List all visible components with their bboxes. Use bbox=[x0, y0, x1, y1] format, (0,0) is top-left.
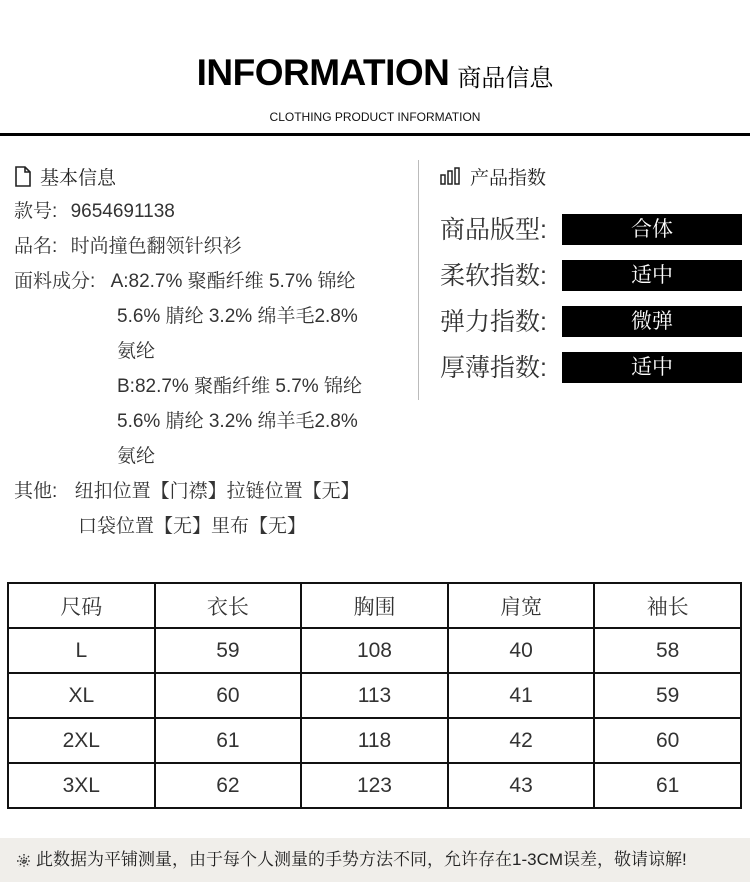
index-label: 厚薄指数: bbox=[440, 354, 547, 382]
table-cell: 60 bbox=[594, 718, 741, 763]
size-table bbox=[7, 582, 742, 809]
index-label: 商品版型: bbox=[440, 216, 547, 244]
table-cell: 40 bbox=[448, 628, 595, 673]
index-row-softness bbox=[440, 260, 745, 306]
table-cell: 58 bbox=[594, 628, 741, 673]
product-name-row bbox=[14, 229, 414, 264]
document-icon bbox=[14, 166, 32, 187]
product-name-label: 品名: bbox=[14, 236, 58, 257]
measurement-note bbox=[0, 838, 750, 882]
asterisk-icon bbox=[16, 853, 32, 869]
other-row bbox=[14, 474, 414, 509]
basic-info-title-text: 基本信息 bbox=[40, 167, 117, 189]
table-cell: 2XL bbox=[8, 718, 155, 763]
table-cell: 61 bbox=[155, 718, 302, 763]
table-cell: 61 bbox=[594, 763, 741, 808]
header-divider bbox=[0, 133, 750, 136]
fabric-row bbox=[14, 264, 414, 299]
product-index-title bbox=[440, 158, 745, 194]
header-cell: 尺码 bbox=[8, 583, 155, 628]
table-cell: 42 bbox=[448, 718, 595, 763]
page-header bbox=[0, 52, 750, 124]
item-number-row bbox=[14, 194, 414, 229]
table-cell: XL bbox=[8, 673, 155, 718]
table-cell: 108 bbox=[301, 628, 448, 673]
header-cell: 衣长 bbox=[155, 583, 302, 628]
section-divider bbox=[418, 160, 419, 400]
index-label: 弹力指数: bbox=[440, 308, 547, 336]
page-title: INFORMATION bbox=[196, 52, 450, 93]
table-cell: L bbox=[8, 628, 155, 673]
product-name-value: 时尚撞色翻领针织衫 bbox=[70, 236, 242, 257]
index-row-thickness bbox=[440, 352, 745, 398]
table-cell: 41 bbox=[448, 673, 595, 718]
product-index-section bbox=[440, 158, 745, 398]
other-line: 纽扣位置【门襟】拉链位置【无】 bbox=[74, 481, 360, 502]
other-line: 口袋位置【无】里布【无】 bbox=[78, 516, 307, 537]
table-cell: 59 bbox=[594, 673, 741, 718]
note-text: 此数据为平铺测量，由于每个人测量的手势方法不同，允许存在1-3CM误差，敬请谅解! bbox=[36, 850, 687, 869]
table-cell: 118 bbox=[301, 718, 448, 763]
basic-info-section bbox=[14, 158, 414, 544]
page-title-cn: 商品信息 bbox=[457, 64, 554, 92]
item-number-value: 9654691138 bbox=[70, 201, 175, 222]
fabric-line: 5.6% 腈纶 3.2% 绵羊毛2.8% bbox=[117, 306, 358, 327]
header-cell: 胸围 bbox=[301, 583, 448, 628]
page-subtitle: CLOTHING PRODUCT INFORMATION bbox=[269, 110, 481, 124]
table-cell: 123 bbox=[301, 763, 448, 808]
fabric-line: B:82.7% 聚酯纤维 5.7% 锦纶 bbox=[117, 376, 362, 397]
table-cell: 113 bbox=[301, 673, 448, 718]
basic-info-title bbox=[14, 158, 414, 194]
index-value-badge: 合体 bbox=[562, 214, 742, 245]
header-cell: 袖长 bbox=[594, 583, 741, 628]
other-label: 其他: bbox=[14, 481, 58, 502]
index-row-elasticity bbox=[440, 306, 745, 352]
item-number-label: 款号: bbox=[14, 201, 58, 222]
fabric-line: A:82.7% 聚酯纤维 5.7% 锦纶 bbox=[110, 271, 356, 292]
table-cell: 3XL bbox=[8, 763, 155, 808]
header-cell: 肩宽 bbox=[448, 583, 595, 628]
table-cell: 60 bbox=[155, 673, 302, 718]
fabric-label: 面料成分: bbox=[14, 271, 96, 292]
size-table-header bbox=[8, 583, 741, 628]
table-cell: 43 bbox=[448, 763, 595, 808]
index-value-badge: 适中 bbox=[562, 352, 742, 383]
table-cell: 59 bbox=[155, 628, 302, 673]
fabric-line: 5.6% 腈纶 3.2% 绵羊毛2.8% bbox=[117, 411, 358, 432]
table-row bbox=[8, 673, 741, 718]
product-index-title-text: 产品指数 bbox=[470, 167, 547, 189]
index-row-fit bbox=[440, 214, 745, 260]
fabric-line: 氨纶 bbox=[117, 341, 156, 362]
table-row bbox=[8, 628, 741, 673]
table-cell: 62 bbox=[155, 763, 302, 808]
table-row bbox=[8, 718, 741, 763]
index-value-badge: 微弹 bbox=[562, 306, 742, 337]
index-value-badge: 适中 bbox=[562, 260, 742, 291]
index-label: 柔软指数: bbox=[440, 262, 547, 290]
table-row bbox=[8, 763, 741, 808]
bar-chart-icon bbox=[440, 167, 462, 185]
fabric-line: 氨纶 bbox=[117, 446, 156, 467]
